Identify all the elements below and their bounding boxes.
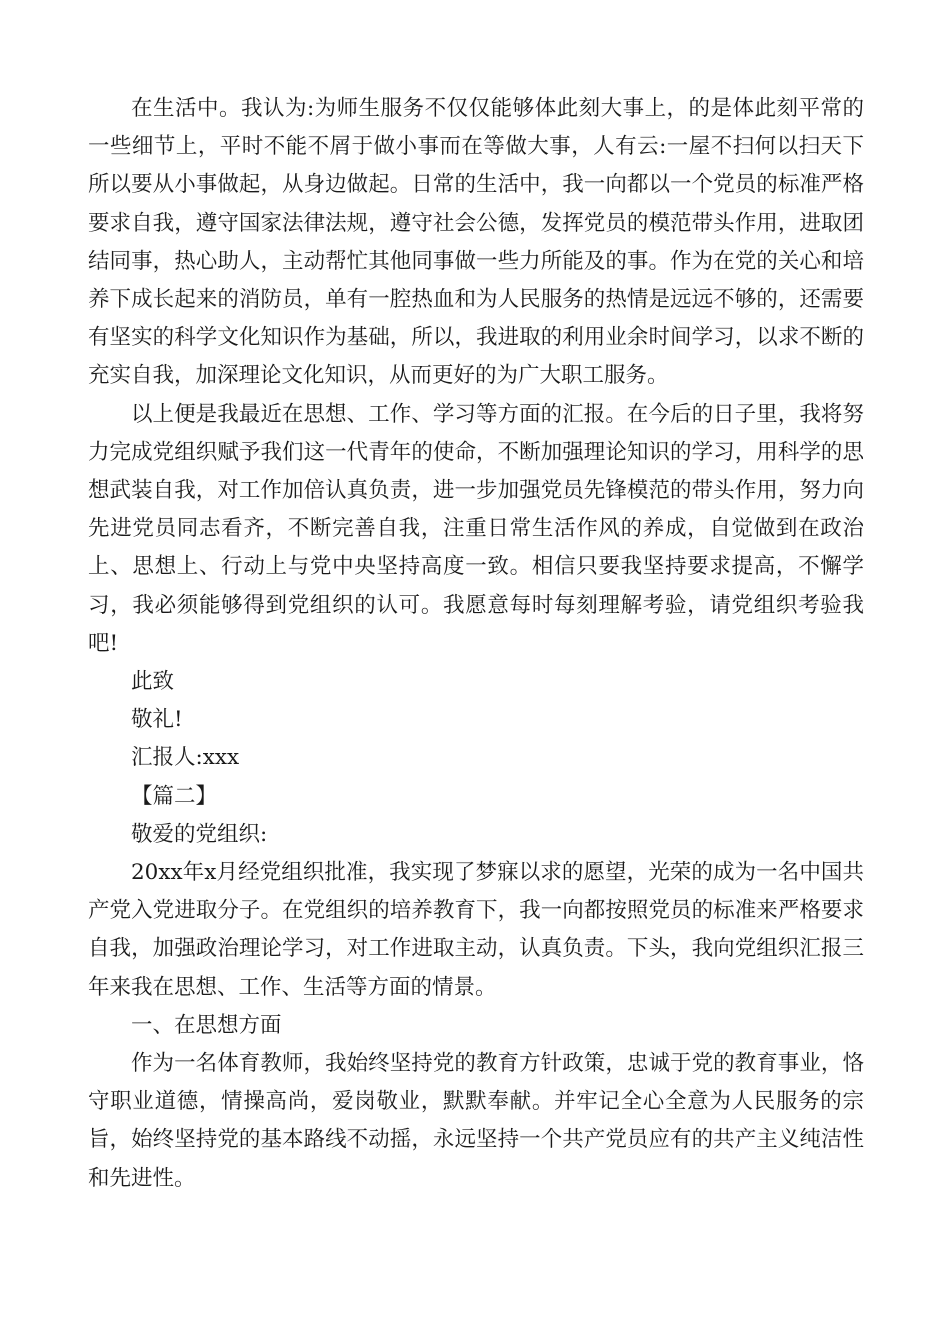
salutation: 敬爱的党组织: <box>131 821 268 847</box>
paragraph-life: 在生活中。我认为:为师生服务不仅仅能够体此刻大事上，的是体此刻平常的一些细节上，平时不能不屑于做小事而在等做大事，人有云:一屋不扫何以扫天下所以要从小事做起，从身边做起。日常的生活中，我一向都以一个党员的标准严格要求自我，遵守国家法律法规，遵守社会公德，发挥党员的模范带头作用，进取团结同事，热心助人，主动帮忙其他同事做一些力所能及的事。作为在党的关心和培养下成长起来的消防员，单有一腔热血和为人民服务的热情是远远不够的，还需要有坚实的科学文化知识作为基础，所以，我进取的利用业余时间学习，以求不断的充实自我，加深理论文化知识，从而更好的为广大职工服务。 <box>88 96 864 389</box>
section-heading-part-two: 【篇二】 <box>131 783 218 809</box>
closing-cizhi: 此致 <box>131 669 175 695</box>
subheading-thought: 一、在思想方面 <box>131 1012 282 1038</box>
paragraph-intro: 20xx年x月经党组织批准，我实现了梦寐以求的愿望，光荣的成为一名中国共产党入党进取分子。在党组织的培养教育下，我一向都按照党员的标准来严格要求自我，加强政治理论学习，对工作进取主动，认真负责。下头，我向党组织汇报三年来我在思想、工作、生活等方面的情景。 <box>88 860 864 1000</box>
paragraph-summary: 以上便是我最近在思想、工作、学习等方面的汇报。在今后的日子里，我将努力完成党组织赋予我们这一代青年的使命，不断加强理论知识的学习，用科学的思想武装自我，对工作加倍认真负责，进一步加强党员先锋模范的带头作用，努力向先进党员同志看齐，不断完善自我，注重日常生活作风的养成，自觉做到在政治上、思想上、行动上与党中央坚持高度一致。相信只要我坚持要求提高，不懈学习，我必须能够得到党组织的认可。我愿意每时每刻理解考验，请党组织考验我吧! <box>88 401 864 656</box>
reporter-line: 汇报人:xxx <box>131 745 240 771</box>
closing-jingli: 敬礼! <box>131 707 183 733</box>
paragraph-thought: 作为一名体育教师，我始终坚持党的教育方针政策，忠诚于党的教育事业，恪守职业道德，情操高尚，爱岗敬业，默默奉献。并牢记全心全意为人民服务的宗旨，始终坚持党的基本路线不动摇，永远坚持一个共产党员应有的共产主义纯洁性和先进性。 <box>88 1051 864 1191</box>
document-page <box>88 90 864 1198</box>
